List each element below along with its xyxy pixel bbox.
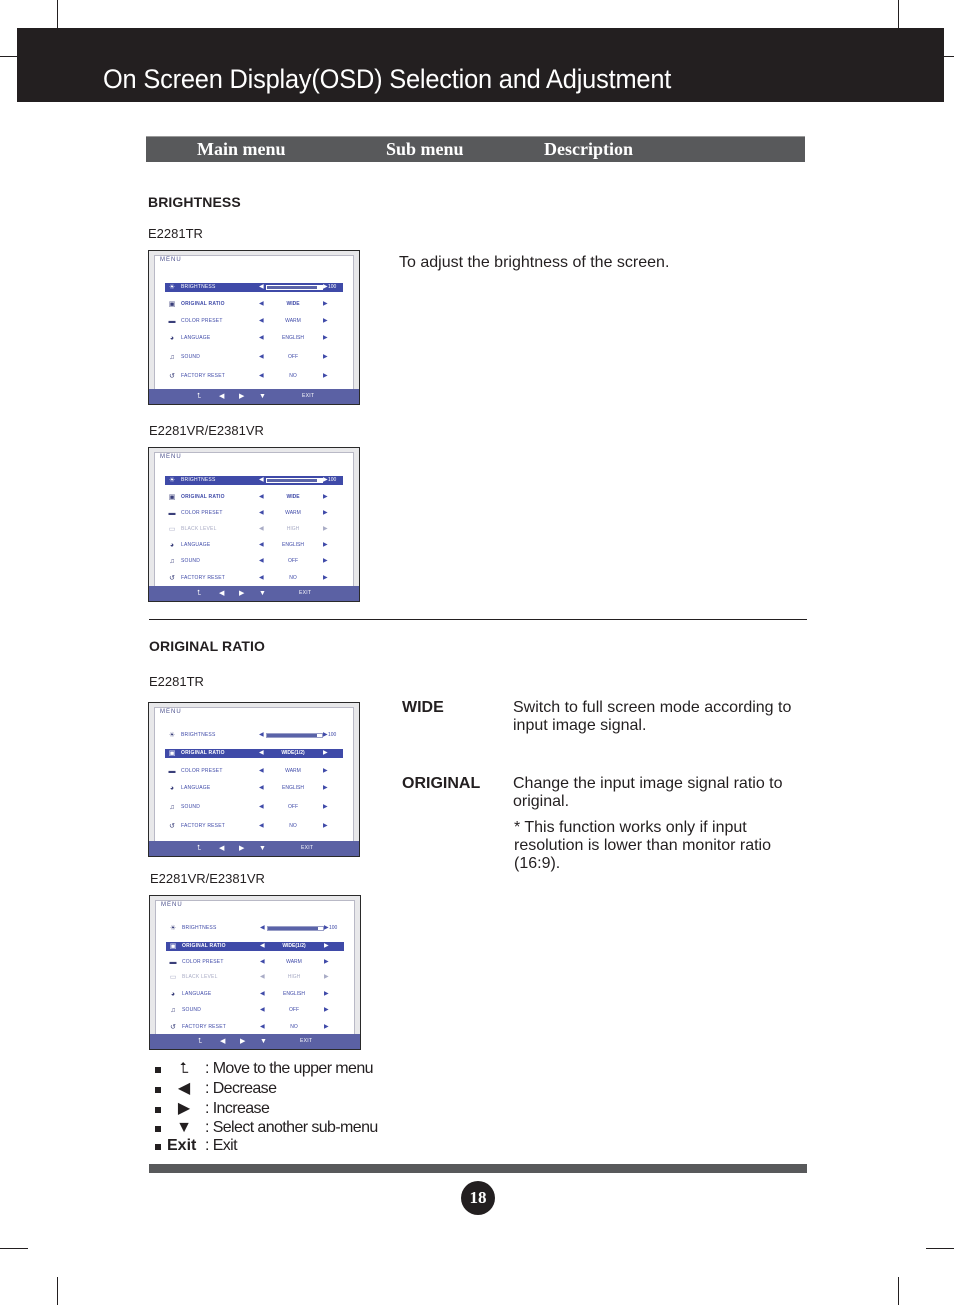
sun-icon: ☀ [169, 925, 177, 932]
osd-row-label: COLOR PRESET [181, 768, 223, 774]
osd-row-value: WARM [285, 318, 301, 324]
left-arrow-icon: ◀ [259, 335, 264, 341]
crop-mark [926, 1248, 954, 1249]
osd-brightness-fill [267, 286, 317, 289]
osd-exit-label: EXIT [302, 393, 315, 399]
right-arrow-icon: ▶ [324, 1024, 329, 1030]
right-arrow-icon: ▶ [323, 354, 328, 360]
legend-label: : Decrease [205, 1080, 277, 1097]
left-arrow-icon: ◀ [259, 301, 264, 307]
osd-row-value: 100 [329, 925, 338, 931]
osd-row-value: 100 [328, 284, 337, 290]
music-note-icon: ♫ [169, 558, 175, 565]
osd-row-brightness [165, 731, 343, 740]
osd-exit-label: EXIT [300, 1038, 313, 1044]
triangle-left-icon: ◀ [219, 590, 225, 597]
right-arrow-icon: ▶ [323, 750, 328, 756]
right-arrow-icon: ▶ [324, 943, 329, 949]
osd-row-black-level [165, 525, 343, 534]
osd-row-label: COLOR PRESET [182, 959, 224, 965]
osd-row-label: SOUND [181, 804, 201, 810]
osd-row-black-level [166, 973, 344, 982]
osd-panel [154, 452, 354, 601]
wide-term: WIDE [402, 699, 444, 716]
crop-mark [898, 0, 899, 28]
osd-brightness-fill [267, 479, 317, 482]
right-arrow-icon: ▶ [323, 785, 328, 791]
ratio-icon: ▣ [168, 494, 176, 501]
osd-brightness-bar [266, 733, 323, 738]
osd-row-label: SOUND [181, 354, 201, 360]
left-arrow-icon: ◀ [259, 804, 264, 810]
osd-row-ratio [165, 300, 343, 309]
right-arrow-icon: ▶ [323, 732, 328, 738]
return-up-icon: ⮤ [179, 1060, 189, 1077]
osd-row-brightness [166, 924, 344, 933]
crop-mark [0, 1248, 28, 1249]
right-arrow-icon: ▶ [323, 575, 328, 581]
triangle-left-icon: ◀ [220, 1038, 226, 1045]
osd-brightness-fill [268, 927, 318, 930]
osd-row-label: ORIGINAL RATIO [181, 750, 225, 756]
right-arrow-icon: ▶ [323, 301, 328, 307]
ratio-icon: ▣ [168, 301, 176, 308]
osd-row-value: NO [289, 823, 297, 829]
osd-row-label: LANGUAGE [181, 785, 211, 791]
model-label: E2281TR [149, 674, 204, 689]
osd-row-label: FACTORY RESET [181, 575, 226, 581]
osd-row-language [165, 784, 343, 793]
osd-row-value: OFF [288, 354, 298, 360]
osd-row-value: HIGH [286, 526, 300, 532]
osd-row-label: BRIGHTNESS [181, 732, 216, 738]
osd-brightness-bar [266, 285, 323, 290]
black-level-icon: ▭ [169, 974, 177, 981]
right-arrow-icon: ▶ [323, 542, 328, 548]
osd-row-language [166, 990, 344, 999]
reset-icon: ↺ [169, 575, 175, 582]
osd-exit-label: EXIT [301, 845, 314, 851]
osd-row-language [165, 334, 343, 343]
page-title: On Screen Display(OSD) Selection and Adjustment [103, 64, 672, 94]
return-up-icon: ⮤ [197, 845, 202, 852]
osd-brightness-fill [267, 734, 317, 737]
osd-row-value: WIDE [286, 301, 300, 307]
osd-row-brightness [165, 283, 343, 292]
bullet [155, 1144, 161, 1150]
osd-row-value: NO [289, 575, 297, 581]
osd-row-label: SOUND [181, 558, 201, 564]
osd-row-label: LANGUAGE [181, 335, 211, 341]
crop-mark [898, 1277, 899, 1305]
triangle-left-icon: ◀ [219, 393, 225, 400]
osd-row-value: OFF [288, 804, 298, 810]
left-arrow-icon: ◀ [260, 1007, 265, 1013]
osd-panel [154, 707, 354, 856]
page-number: 18 [461, 1181, 495, 1215]
osd-row-label: BLACK LEVEL [182, 974, 218, 980]
osd-row-label: BRIGHTNESS [181, 284, 216, 290]
osd-row-label: FACTORY RESET [181, 373, 226, 379]
color-preset-icon: ▬ [168, 318, 176, 325]
osd-row-color [166, 958, 344, 967]
left-arrow-icon: ◀ [260, 959, 265, 965]
right-arrow-icon: ▶ [324, 1007, 329, 1013]
osd-row-label: FACTORY RESET [181, 823, 226, 829]
osd-row-label: BLACK LEVEL [181, 526, 217, 532]
osd-brightness-bar [267, 926, 324, 931]
left-arrow-icon: ◀ [259, 558, 264, 564]
triangle-down-icon: ▼ [260, 1038, 267, 1045]
black-level-icon: ▭ [168, 526, 176, 533]
bullet [155, 1067, 161, 1073]
osd-row-label: BRIGHTNESS [182, 925, 217, 931]
column-main-menu: Main menu [197, 139, 286, 159]
osd-screenshot [149, 895, 361, 1050]
osd-row-value: WIDE(1/2) [281, 750, 305, 756]
globe-icon: ◕ [170, 991, 176, 998]
color-preset-icon: ▬ [168, 768, 176, 775]
right-arrow-icon: ▶ [323, 373, 328, 379]
osd-row-label: COLOR PRESET [181, 318, 223, 324]
triangle-right-icon: ▶ [239, 393, 245, 400]
left-arrow-icon: ◀ [259, 542, 264, 548]
legend-label: : Exit [205, 1137, 237, 1154]
osd-menu-label: MENU [160, 454, 182, 460]
bullet [155, 1087, 161, 1093]
osd-row-sound [165, 353, 343, 362]
osd-row-reset [165, 822, 343, 831]
osd-row-label: ORIGINAL RATIO [181, 494, 225, 500]
sun-icon: ☀ [168, 284, 176, 291]
osd-row-value: ENGLISH [282, 335, 304, 341]
osd-row-label: SOUND [182, 1007, 202, 1013]
reset-icon: ↺ [169, 373, 175, 380]
osd-row-sound [165, 557, 343, 566]
right-arrow-icon: ▶ [323, 804, 328, 810]
left-arrow-icon: ◀ [259, 510, 264, 516]
osd-row-reset [166, 1023, 344, 1032]
ratio-icon: ▣ [169, 943, 177, 950]
reset-icon: ↺ [170, 1024, 176, 1031]
osd-row-ratio [165, 749, 343, 758]
osd-row-value: NO [289, 373, 297, 379]
left-arrow-icon: ◀ [259, 768, 264, 774]
right-arrow-icon: ▶ [323, 318, 328, 324]
left-arrow-icon: ◀ [259, 575, 264, 581]
osd-exit-label: EXIT [299, 590, 312, 596]
osd-row-value: NO [290, 1024, 298, 1030]
ratio-icon: ▣ [168, 750, 176, 757]
osd-row-label: COLOR PRESET [181, 510, 223, 516]
legend-label: : Move to the upper menu [205, 1060, 373, 1077]
osd-screenshot [148, 250, 360, 405]
reset-icon: ↺ [169, 823, 175, 830]
left-arrow-icon: ◀ [259, 284, 264, 290]
column-description: Description [544, 139, 633, 159]
osd-row-reset [165, 372, 343, 381]
osd-row-label: ORIGINAL RATIO [181, 301, 225, 307]
osd-menu-label: MENU [161, 902, 183, 908]
right-arrow-icon: ▶ [323, 558, 328, 564]
triangle-right-icon: ▶ [240, 1038, 246, 1045]
osd-row-value: OFF [289, 1007, 299, 1013]
footer-bar [149, 1164, 807, 1173]
sun-icon: ☀ [168, 477, 176, 484]
osd-row-language [165, 541, 343, 550]
ratio-note: * This function works only if input resolution is lower than monitor ratio (16:9). [514, 819, 772, 872]
osd-row-label: FACTORY RESET [182, 1024, 227, 1030]
osd-panel [154, 255, 354, 404]
osd-footer [149, 841, 359, 856]
left-arrow-icon: ◀ [259, 785, 264, 791]
right-arrow-icon: ▶ [323, 494, 328, 500]
return-up-icon: ⮤ [198, 1038, 203, 1045]
sun-icon: ☀ [168, 732, 176, 739]
right-arrow-icon: ▶ [323, 768, 328, 774]
left-arrow-icon: ◀ [259, 373, 264, 379]
osd-row-label: LANGUAGE [181, 542, 211, 548]
right-arrow-icon: ▶ [324, 974, 329, 980]
globe-icon: ◕ [169, 785, 175, 792]
return-up-icon: ⮤ [197, 393, 202, 400]
osd-row-value: WARM [286, 959, 302, 965]
triangle-left-icon: ◀ [177, 1080, 191, 1097]
column-header-bar [146, 136, 805, 162]
osd-row-label: ORIGINAL RATIO [182, 943, 226, 949]
triangle-down-icon: ▼ [259, 845, 266, 852]
legend-label: : Increase [205, 1100, 270, 1117]
osd-row-ratio [165, 493, 343, 502]
osd-row-value: WARM [285, 510, 301, 516]
music-note-icon: ♫ [170, 1007, 176, 1014]
music-note-icon: ♫ [169, 804, 175, 811]
left-arrow-icon: ◀ [259, 526, 264, 532]
right-arrow-icon: ▶ [323, 477, 328, 483]
osd-row-label: BRIGHTNESS [181, 477, 216, 483]
original-term: ORIGINAL [402, 775, 481, 792]
music-note-icon: ♫ [169, 354, 175, 361]
right-arrow-icon: ▶ [324, 925, 329, 931]
brightness-section-title: BRIGHTNESS [148, 194, 241, 210]
wide-description: Switch to full screen mode according to input image signal. [513, 699, 792, 734]
osd-row-label: LANGUAGE [182, 991, 212, 997]
crop-mark [0, 56, 17, 57]
osd-menu-label: MENU [160, 257, 182, 263]
right-arrow-icon: ▶ [323, 526, 328, 532]
model-label: E2281VR/E2381VR [149, 423, 264, 438]
model-label: E2281TR [148, 226, 203, 241]
color-preset-icon: ▬ [169, 959, 177, 966]
left-arrow-icon: ◀ [260, 1024, 265, 1030]
section-divider [149, 619, 807, 620]
right-arrow-icon: ▶ [324, 959, 329, 965]
osd-row-value: WARM [285, 768, 301, 774]
legend-label: : Select another sub-menu [205, 1119, 378, 1136]
left-arrow-icon: ◀ [259, 750, 264, 756]
triangle-down-icon: ▼ [259, 590, 266, 597]
globe-icon: ◕ [169, 335, 175, 342]
osd-row-value: ENGLISH [282, 785, 304, 791]
right-arrow-icon: ▶ [323, 823, 328, 829]
right-arrow-icon: ▶ [323, 510, 328, 516]
osd-row-color [165, 317, 343, 326]
osd-row-sound [166, 1006, 344, 1015]
osd-row-reset [165, 574, 343, 583]
exit-key-label: Exit [167, 1137, 197, 1154]
left-arrow-icon: ◀ [259, 732, 264, 738]
osd-row-value: WIDE [286, 494, 300, 500]
bullet [155, 1107, 161, 1113]
original-description: Change the input image signal ratio to original. [513, 775, 783, 810]
osd-row-value: OFF [288, 558, 298, 564]
triangle-down-icon: ▼ [176, 1119, 192, 1136]
osd-panel [155, 900, 355, 1049]
triangle-down-icon: ▼ [259, 393, 266, 400]
osd-row-value: ENGLISH [283, 991, 305, 997]
crop-mark [57, 0, 58, 28]
osd-footer [149, 586, 359, 601]
left-arrow-icon: ◀ [259, 318, 264, 324]
left-arrow-icon: ◀ [260, 974, 265, 980]
triangle-right-icon: ▶ [177, 1100, 191, 1117]
left-arrow-icon: ◀ [260, 991, 265, 997]
bullet [155, 1126, 161, 1132]
ratio-section-title: ORIGINAL RATIO [149, 638, 265, 654]
left-arrow-icon: ◀ [259, 354, 264, 360]
title-bar [17, 28, 944, 102]
osd-row-sound [165, 803, 343, 812]
osd-screenshot [148, 702, 360, 857]
color-preset-icon: ▬ [168, 510, 176, 517]
osd-row-brightness [165, 476, 343, 485]
triangle-right-icon: ▶ [239, 590, 245, 597]
column-sub-menu: Sub menu [386, 139, 464, 159]
left-arrow-icon: ◀ [259, 477, 264, 483]
right-arrow-icon: ▶ [323, 335, 328, 341]
osd-row-value: 100 [328, 732, 337, 738]
left-arrow-icon: ◀ [259, 823, 264, 829]
triangle-left-icon: ◀ [219, 845, 225, 852]
osd-row-value: ENGLISH [282, 542, 304, 548]
osd-row-value: 100 [328, 477, 337, 483]
osd-brightness-bar [266, 478, 323, 483]
osd-footer [149, 389, 359, 404]
triangle-right-icon: ▶ [239, 845, 245, 852]
return-up-icon: ⮤ [197, 590, 202, 597]
crop-mark [57, 1277, 58, 1305]
osd-row-value: WIDE(1/2) [282, 943, 306, 949]
brightness-description: To adjust the brightness of the screen. [399, 254, 670, 271]
osd-row-color [165, 509, 343, 518]
globe-icon: ◕ [169, 542, 175, 549]
osd-menu-label: MENU [160, 709, 182, 715]
left-arrow-icon: ◀ [260, 925, 265, 931]
right-arrow-icon: ▶ [323, 284, 328, 290]
osd-screenshot [148, 447, 360, 602]
osd-row-value: HIGH [287, 974, 301, 980]
osd-footer [150, 1034, 360, 1049]
model-label: E2281VR/E2381VR [150, 871, 265, 886]
right-arrow-icon: ▶ [324, 991, 329, 997]
left-arrow-icon: ◀ [259, 494, 264, 500]
osd-row-ratio [166, 942, 344, 951]
osd-row-color [165, 767, 343, 776]
left-arrow-icon: ◀ [260, 943, 265, 949]
